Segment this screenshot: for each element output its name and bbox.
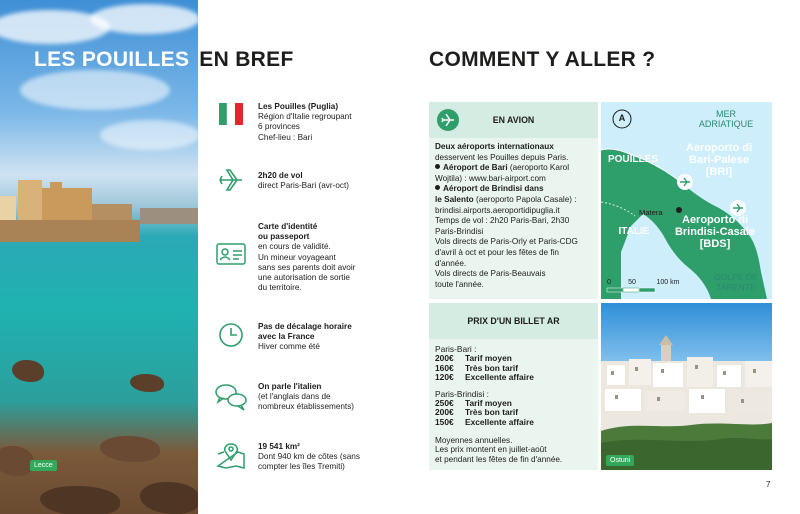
speech-bubbles-icon [212, 382, 250, 412]
airplane-icon [212, 166, 250, 196]
fact-flight [212, 166, 412, 196]
fact-language-line: (et l'anglais dans de [258, 392, 331, 402]
bullet-icon [435, 164, 440, 169]
avion-brindisi-bold: le Salento [435, 194, 474, 204]
avion-time: Temps de vol : 2h20 Paris-Bari, 2h30 [435, 216, 570, 226]
ostuni-photo [601, 303, 772, 470]
fact-language-line: nombreux établissements) [258, 402, 355, 412]
avion-direct: d'année. [435, 258, 467, 268]
fact-region-line: Chef-lieu : Bari [258, 132, 313, 142]
page-number: 7 [766, 480, 771, 489]
fact-area-line: Dont 940 km de côtes (sans [258, 452, 360, 462]
map-sea-label: GOLFE DE [714, 272, 758, 282]
fact-area-line: compter les îles Tremiti) [258, 462, 345, 472]
fact-documents-line: sans ses parents doit avoir [258, 262, 356, 272]
avion-intro-bold: Deux aéroports internationaux [435, 142, 554, 151]
avion-brindisi-bold: Aéroport de Brindisi dans [443, 184, 544, 194]
ostuni-town [601, 303, 772, 470]
price-value: 120€ [435, 372, 454, 383]
id-card-icon [212, 222, 250, 252]
airport-label: Aeroporto di [682, 214, 748, 226]
north-arrow-label: A [618, 113, 626, 123]
avion-bari-rest: (aeroporto Karol [507, 163, 570, 173]
price-value: 200€ [435, 407, 454, 418]
airport-label: [BDS] [699, 238, 731, 250]
map-country-label: ITALIE [618, 226, 650, 237]
fact-documents-title: ou passeport [258, 232, 310, 242]
fact-timezone-title: avec la France [258, 332, 315, 342]
price-row [435, 373, 595, 383]
price-value: 150€ [435, 416, 454, 427]
fact-region-line: 6 provinces [258, 122, 300, 132]
price-label: Très bon tarif [465, 407, 519, 418]
italy-flag-icon [212, 102, 250, 132]
page-title-left [34, 48, 294, 72]
price-value: 200€ [435, 353, 454, 363]
fact-flight-line: direct Paris-Bari (avr-oct) [258, 181, 349, 191]
page-title-right: COMMENT Y ALLER ? [429, 48, 656, 71]
prix-note: Moyennes annuelles. [435, 435, 513, 445]
avion-direct: d'avril à oct et pour les fêtes de fin [435, 247, 559, 257]
photo-caption-lecce: Lecce [30, 460, 57, 471]
avion-text [435, 142, 597, 290]
price-label: Excellente affaire [465, 416, 534, 427]
map-sea-bottom [701, 272, 771, 292]
price-value: 250€ [435, 397, 454, 408]
prix-bari-label: Paris-Bari : [435, 344, 477, 354]
fact-region [212, 102, 412, 143]
map-scale-label: 50 [628, 279, 636, 286]
map-airport-bari [667, 142, 771, 178]
avion-intro: desservent les Pouilles depuis Paris. [435, 152, 569, 162]
airport-label: Aeroporto di [686, 142, 752, 154]
fact-area-title: 19 541 km² [258, 442, 300, 451]
avion-time: Paris-Brindisi [435, 226, 484, 236]
map-sea-label: MER [716, 109, 736, 119]
airport-label: [BRI] [705, 166, 733, 178]
fact-documents [212, 222, 412, 293]
price-label: Tarif moyen [465, 353, 512, 363]
price-label: Très bon tarif [465, 362, 519, 373]
avion-direct: Vols directs de Paris-Orly et Paris-CDG [435, 237, 578, 247]
fact-area [212, 442, 412, 473]
map-sea-label: ADRIATIQUE [698, 119, 754, 129]
avion-header [429, 102, 598, 138]
map-airport-brindisi [661, 214, 769, 250]
fact-region-title: Les Pouilles (Puglia) [258, 102, 339, 111]
airplane-icon [437, 109, 459, 131]
fact-documents-line: Un mineur voyageant [258, 252, 336, 262]
fact-language [212, 382, 412, 413]
fact-timezone-title: Pas de décalage horaire [258, 322, 352, 331]
fact-documents-title: Carte d'identité [258, 222, 318, 231]
fact-language-title: On parle l'italien [258, 382, 322, 391]
prix-text [435, 344, 595, 464]
clock-icon [212, 322, 250, 352]
map-land [601, 102, 772, 299]
airport-label: Brindisi-Casale [674, 226, 756, 238]
prix-brindisi-label: Paris-Brindisi : [435, 388, 489, 399]
prix-note: Les prix montent en juillet-août [435, 445, 547, 455]
avion-beauvais: toute l'année. [435, 279, 484, 289]
map-scale-label: 0 [607, 279, 611, 286]
map-region-label: POUILLES [607, 154, 658, 165]
avion-brindisi-rest: (aeroporto Papola Casale) : [473, 194, 577, 204]
price-value: 160€ [435, 362, 454, 373]
photo-caption-ostuni: Ostuni [606, 455, 634, 466]
price-row [435, 418, 595, 428]
map-sea-top [681, 109, 771, 129]
map-city-matera: Matera [639, 208, 663, 217]
price-label: Excellente affaire [465, 372, 534, 383]
map-sea-label: TARENTE [716, 282, 756, 292]
airport-label: Bari-Palese [689, 154, 749, 166]
fact-documents-line: du territoire. [258, 283, 302, 293]
bullet-icon [435, 185, 440, 190]
town-skyline [0, 178, 198, 242]
fact-documents-line: une autorisation de sortie [258, 273, 350, 283]
title-part-1: LES POUILLES [34, 48, 190, 71]
puglia-map [601, 102, 772, 299]
price-label: Tarif moyen [465, 397, 512, 408]
avion-brindisi-url[interactable]: brindisi.airports.aeroportidipuglia.it [435, 205, 560, 215]
fact-flight-title: 2h20 de vol [258, 171, 303, 180]
prix-header [429, 303, 598, 339]
fact-timezone-line: Hiver comme été [258, 342, 320, 352]
map-scale-label: 100 km [656, 279, 680, 286]
avion-bari-bold: Aéroport de Bari [443, 163, 508, 173]
title-part-2: EN BREF [199, 48, 294, 71]
fact-documents-line: en cours de validité. [258, 242, 331, 252]
prix-heading: PRIX D'UN BILLET AR [467, 316, 560, 326]
fact-timezone [212, 322, 412, 353]
avion-beauvais: Vols directs de Paris-Beauvais [435, 269, 546, 279]
lecce-photo [0, 0, 198, 514]
map-pin-icon [212, 442, 250, 472]
prix-note: et pendant les fêtes de fin d'année. [435, 454, 563, 464]
fact-region-line: Région d'Italie regroupant [258, 112, 352, 122]
avion-heading: EN AVION [492, 115, 535, 125]
avion-bari-url[interactable]: Wojtila) : www.bari-airport.com [435, 173, 546, 183]
